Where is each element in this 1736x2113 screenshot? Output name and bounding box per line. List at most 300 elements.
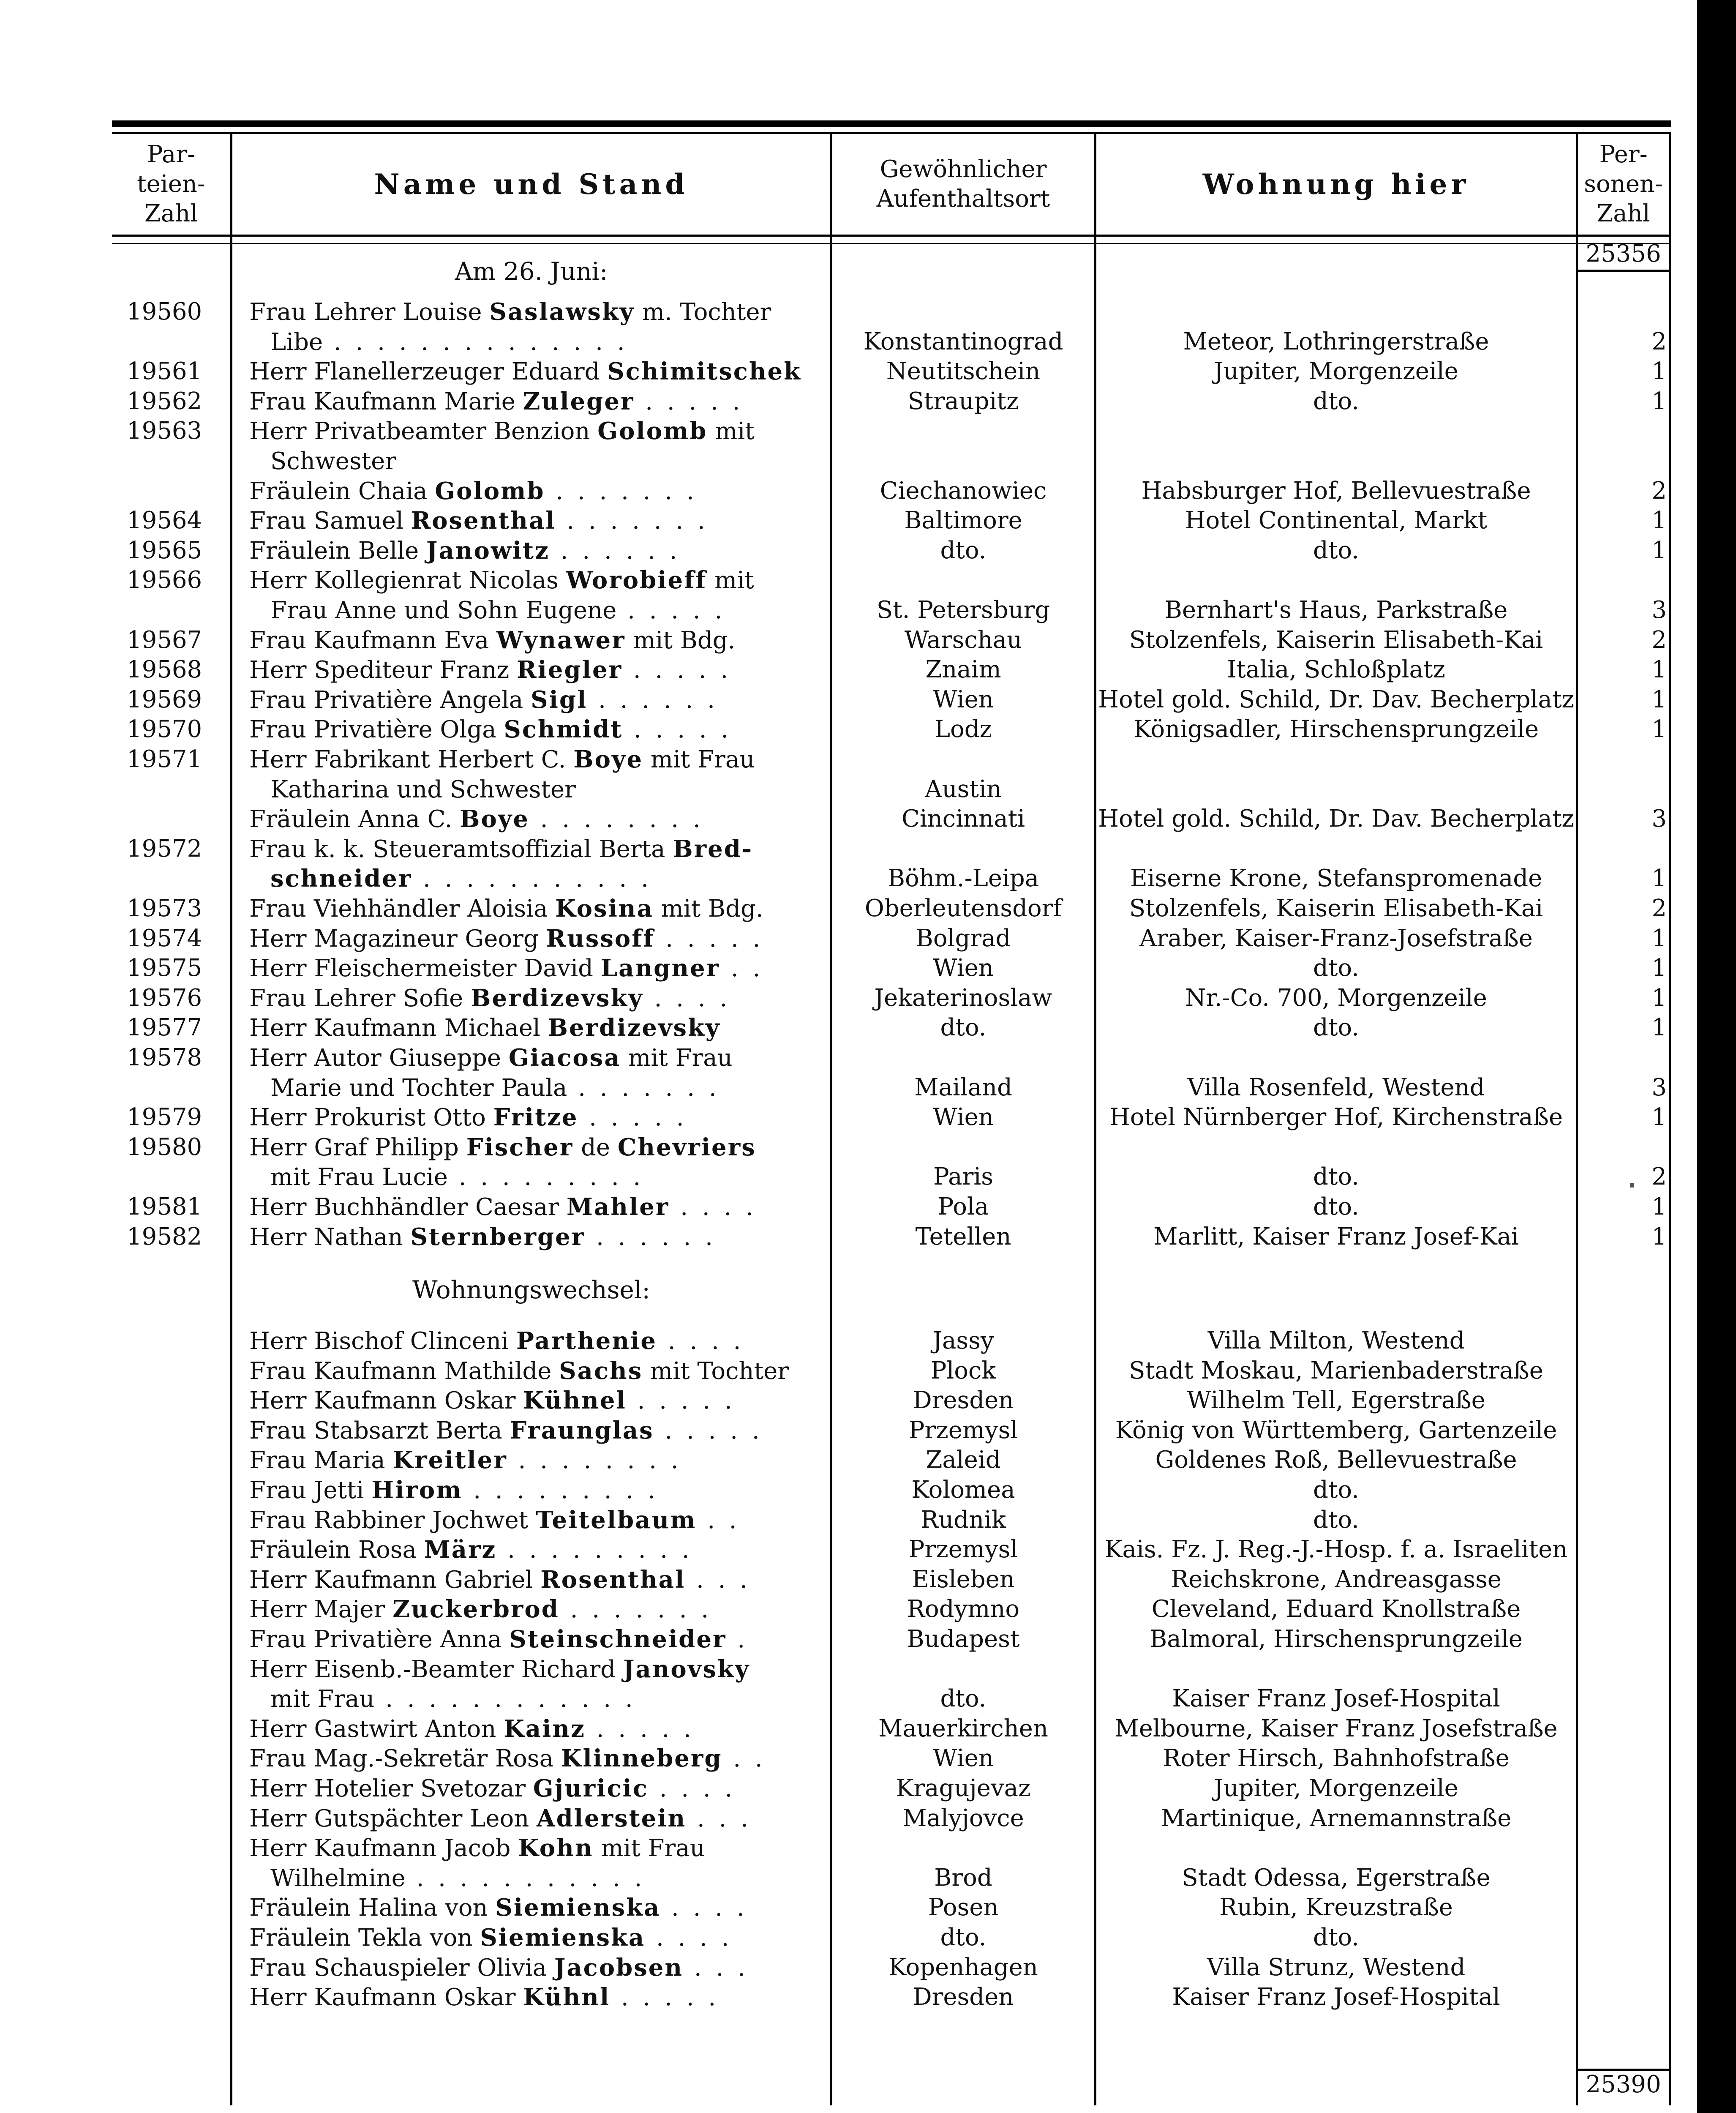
surname: Zuleger <box>523 387 635 415</box>
residence-cell: Martinique, Arnemannstraße <box>1161 1804 1512 1832</box>
party-number: 19570 <box>127 715 202 743</box>
surname: Golomb <box>435 477 545 505</box>
guest-name-cell <box>249 416 828 446</box>
name-text: Frau Jetti <box>249 1477 372 1504</box>
person-count <box>1578 1133 1669 1162</box>
name-text: Frau Anne und Sohn Eugene <box>270 597 617 624</box>
origin-cell: Posen <box>928 1894 999 1922</box>
origin-cell: dto. <box>940 536 987 564</box>
person-count <box>1578 565 1669 595</box>
surname: Gjuricic <box>533 1774 649 1802</box>
person-count: 1 <box>1652 685 1667 713</box>
residence-cell: Nr.-Co. 700, Morgenzeile <box>1185 984 1487 1012</box>
name-text-suffix: mit Tochter <box>643 1357 789 1385</box>
residence-cell: dto. <box>1313 1193 1359 1220</box>
party-number: 19562 <box>127 387 202 415</box>
name-text: Schwester <box>270 448 397 475</box>
guest-name-cell <box>249 1326 828 1356</box>
party-number: 19574 <box>127 924 202 952</box>
surname: Fritze <box>493 1103 578 1132</box>
scan-speck <box>1630 1183 1634 1188</box>
surname: Russoff <box>546 924 655 953</box>
residence-cell: dto. <box>1313 1924 1359 1951</box>
person-count <box>1578 446 1669 476</box>
person-count: 1 <box>1652 715 1667 743</box>
guest-name-cell <box>249 1833 828 1863</box>
name-text: Frau Kaufmann Mathilde <box>249 1357 559 1385</box>
residence-cell: König von Württemberg, Gartenzeile <box>1115 1416 1557 1444</box>
name-text: Herr Fleischermeister David <box>249 955 601 983</box>
surname: Langner <box>600 954 720 983</box>
surname: Golomb <box>597 417 708 445</box>
person-count: 2 <box>1652 626 1667 654</box>
guest-name-cell <box>249 387 828 416</box>
header-residence: Wohnung hier <box>1202 168 1470 201</box>
surname: Hirom <box>371 1476 463 1504</box>
person-count: 1 <box>1652 656 1667 684</box>
surname: Saslawsky <box>489 298 635 326</box>
leader-dots: . . . . . . . . . . . <box>412 865 652 893</box>
section-heading-address-change: Wohnungswechsel: <box>412 1275 650 1304</box>
leader-dots: . . . . . <box>623 716 732 744</box>
name-text: Frau Kaufmann Eva <box>249 626 497 654</box>
name-text: Fräulein Anna C. <box>249 805 460 833</box>
residence-cell <box>1096 446 1576 476</box>
name-text-suffix: m. Tochter <box>635 298 771 326</box>
residence-cell: Wilhelm Tell, Egerstraße <box>1187 1387 1485 1414</box>
residence-cell: Meteor, Lothringerstraße <box>1183 328 1489 355</box>
origin-cell: Wien <box>933 954 994 982</box>
residence-cell <box>1096 297 1576 327</box>
header-person-count: Per- sonen- Zahl <box>1584 141 1663 227</box>
origin-cell: Dresden <box>913 1387 1014 1414</box>
guest-name-cell <box>249 745 828 774</box>
residence-cell: Goldenes Roß, Bellevuestraße <box>1155 1446 1517 1474</box>
name-text: Fräulein Rosa <box>249 1536 424 1564</box>
residence-cell: dto. <box>1313 1163 1359 1191</box>
surname: Zuckerbrod <box>392 1595 559 1624</box>
guest-name-cell <box>249 1982 828 2012</box>
party-number: 19565 <box>127 536 202 564</box>
residence-cell <box>1096 834 1576 864</box>
guest-name-cell <box>249 1475 828 1505</box>
surname: Steinschneider <box>509 1625 727 1653</box>
guest-name-cell <box>249 685 828 715</box>
origin-cell: Plock <box>930 1357 996 1384</box>
residence-cell: Kaiser Franz Josef-Hospital <box>1172 1983 1500 2011</box>
name-text: Herr Kaufmann Oskar <box>249 1984 523 2012</box>
residence-cell: Roter Hirsch, Bahnhofstraße <box>1163 1744 1510 1772</box>
leader-dots: . . . . . . . <box>559 1596 712 1624</box>
guest-name-cell <box>249 1594 828 1624</box>
name-text: Herr Kaufmann Michael <box>249 1014 548 1042</box>
origin-cell: Warschau <box>904 626 1022 654</box>
person-count: 1 <box>1652 1103 1667 1131</box>
person-count: 1 <box>1652 536 1667 564</box>
person-count: 1 <box>1652 1223 1667 1250</box>
origin-cell <box>832 1654 1094 1684</box>
origin-cell: Brod <box>934 1864 992 1892</box>
name-text: Herr Buchhändler Caesar <box>249 1193 567 1221</box>
date-heading: Am 26. Juni: <box>455 257 608 286</box>
leader-dots: . . <box>720 955 764 983</box>
party-number <box>127 476 228 506</box>
origin-cell: Cincinnati <box>901 805 1025 833</box>
origin-cell <box>832 745 1094 774</box>
guest-name-cell <box>249 894 828 923</box>
origin-cell: St. Petersburg <box>876 596 1050 624</box>
leader-dots: . . . . <box>645 1924 733 1952</box>
guest-name-cell <box>249 536 828 565</box>
guest-name-cell <box>270 1073 828 1103</box>
person-count: 2 <box>1652 895 1667 922</box>
person-count <box>1578 1043 1669 1073</box>
name-text: Frau Mag.-Sekretär Rosa <box>249 1745 561 1773</box>
surname: Schmidt <box>504 715 623 744</box>
residence-cell: Stolzenfels, Kaiserin Elisabeth-Kai <box>1129 895 1543 922</box>
residence-cell: Hotel Nürnberger Hof, Kirchenstraße <box>1109 1103 1563 1131</box>
leader-dots: . . . . . <box>634 388 744 415</box>
residence-cell: Habsburger Hof, Bellevuestraße <box>1141 477 1531 505</box>
party-number: 19576 <box>127 984 202 1012</box>
person-count: 1 <box>1652 924 1667 952</box>
origin-cell: Ciechanowiec <box>880 477 1047 505</box>
guest-name-cell <box>249 804 828 834</box>
guest-name-cell <box>249 1505 828 1535</box>
name-text: Frau Privatière Olga <box>249 716 504 744</box>
person-count: 2 <box>1652 1163 1667 1191</box>
person-count: 3 <box>1652 805 1667 833</box>
party-number: 19581 <box>127 1193 202 1220</box>
leader-dots: . . . <box>683 1954 749 1982</box>
leader-dots: . . . . <box>643 984 731 1012</box>
name-text: Frau Samuel <box>249 507 411 535</box>
name-text: Herr Kaufmann Jacob <box>249 1835 518 1862</box>
guest-name-cell <box>249 1103 828 1132</box>
name-text: Katharina und Schwester <box>270 775 576 803</box>
leader-dots: . <box>726 1626 749 1653</box>
residence-cell <box>1096 745 1576 774</box>
surname: März <box>424 1536 497 1564</box>
surname: Bred- <box>673 835 753 863</box>
party-number: 19579 <box>127 1103 202 1131</box>
residence-cell: Marlitt, Kaiser Franz Josef-Kai <box>1153 1223 1519 1250</box>
person-count <box>1578 834 1669 864</box>
guest-name-cell <box>249 1804 828 1833</box>
name-text: Herr Majer <box>249 1596 393 1624</box>
surname: Adlerstein <box>537 1804 687 1832</box>
name-text: Herr Eisenb.-Beamter Richard <box>249 1655 623 1683</box>
surname: Siemienska <box>480 1924 646 1952</box>
party-number <box>127 446 228 476</box>
surname: Sigl <box>531 685 588 714</box>
guest-name-cell <box>270 1162 828 1192</box>
party-number: 19578 <box>127 1044 202 1071</box>
person-count: 3 <box>1652 596 1667 624</box>
origin-cell: Budapest <box>907 1625 1020 1653</box>
surname: Fischer <box>466 1133 574 1161</box>
residence-cell: Melbourne, Kaiser Franz Josefstraße <box>1115 1714 1558 1742</box>
leader-dots: . . . . . . . . <box>529 805 704 833</box>
name-text: Herr Kaufmann Gabriel <box>249 1566 541 1594</box>
origin-cell: Kopenhagen <box>888 1953 1038 1981</box>
person-count <box>1578 775 1669 804</box>
residence-cell: Hotel gold. Schild, Dr. Dav. Becherplatz <box>1098 685 1574 713</box>
person-count <box>1578 745 1669 774</box>
name-text-suffix: mit <box>707 418 755 445</box>
running-total: 25390 <box>1576 2069 1671 2100</box>
guest-name-cell <box>249 1774 828 1803</box>
origin-cell: Bolgrad <box>916 924 1011 952</box>
origin-cell: Oberleutensdorf <box>864 895 1062 922</box>
name-text: Herr Fabrikant Herbert C. <box>249 746 574 773</box>
name-text: Herr Magazineur Georg <box>249 925 546 953</box>
surname: Chevriers <box>617 1133 756 1161</box>
surname: Worobieff <box>566 566 707 595</box>
surname: Kainz <box>504 1714 586 1743</box>
residence-cell: Balmoral, Hirschensprungzeile <box>1150 1625 1523 1653</box>
party-number: 19580 <box>127 1133 202 1161</box>
origin-cell <box>832 565 1094 595</box>
guest-name-cell <box>249 1416 828 1445</box>
guest-name-cell <box>270 1863 828 1893</box>
leader-dots: . . . . <box>669 1193 757 1221</box>
guest-name-cell <box>249 1013 828 1043</box>
surname: Kreitler <box>392 1446 507 1474</box>
surname: Fraunglas <box>510 1416 654 1444</box>
name-text: Marie und Tochter Paula <box>270 1074 567 1102</box>
surname: Janovsky <box>623 1655 750 1683</box>
leader-dots: . . . . <box>648 1775 736 1802</box>
column-divider <box>1669 134 1671 2105</box>
residence-cell: Villa Strunz, Westend <box>1207 1953 1466 1981</box>
surname: Kohn <box>518 1834 594 1862</box>
guest-name-cell <box>249 953 828 983</box>
name-text: mit Frau <box>270 1685 375 1713</box>
name-text: Herr Spediteur Franz <box>249 656 517 684</box>
origin-cell: Malyjovce <box>902 1804 1024 1832</box>
origin-cell: Przemysl <box>908 1416 1018 1444</box>
person-count: 3 <box>1652 1073 1667 1101</box>
party-number: 19577 <box>127 1014 202 1042</box>
name-text-suffix: mit Bdg. <box>653 895 763 923</box>
origin-cell: Tetellen <box>915 1223 1011 1250</box>
residence-cell: Jupiter, Morgenzeile <box>1214 358 1458 385</box>
origin-cell <box>832 1043 1094 1073</box>
person-count: 1 <box>1652 358 1667 385</box>
surname: Teitelbaum <box>536 1506 697 1534</box>
leader-dots: . . . . . . . . . <box>462 1477 659 1504</box>
name-text: Frau Maria <box>249 1447 393 1474</box>
leader-dots: . . . . . . . . <box>507 1447 682 1474</box>
residence-cell: Kaiser Franz Josef-Hospital <box>1172 1685 1500 1713</box>
leader-dots: . . . . . . <box>587 686 718 714</box>
person-count: 1 <box>1652 507 1667 535</box>
residence-cell: Stolzenfels, Kaiserin Elisabeth-Kai <box>1129 626 1543 654</box>
leader-dots: . . . . . . . . . . . . . . <box>323 328 628 356</box>
residence-cell: Stadt Moskau, Marienbaderstraße <box>1129 1357 1543 1384</box>
guest-name-cell <box>249 655 828 685</box>
name-text: Herr Autor Giuseppe <box>249 1044 509 1072</box>
guest-name-cell <box>249 1356 828 1386</box>
person-count: 1 <box>1652 865 1667 893</box>
residence-cell: Königsadler, Hirschensprungzeile <box>1134 715 1539 743</box>
residence-cell: Italia, Schloßplatz <box>1227 656 1445 684</box>
guest-name-cell <box>249 1744 828 1773</box>
leader-dots: . . . . . . . <box>545 477 698 505</box>
origin-cell: Paris <box>933 1163 993 1191</box>
residence-cell: dto. <box>1313 387 1359 415</box>
person-count: 1 <box>1652 984 1667 1012</box>
origin-cell: Rodymno <box>907 1595 1020 1623</box>
name-text: Herr Bischof Clinceni <box>249 1327 516 1355</box>
party-number: 19564 <box>127 507 202 535</box>
name-text: Frau Rabbiner Jochwet <box>249 1506 536 1534</box>
party-number: 19575 <box>127 954 202 982</box>
origin-cell: Straupitz <box>908 387 1019 415</box>
header-party-count: Par- teien- Zahl <box>137 141 205 227</box>
origin-cell: Kragujevaz <box>896 1774 1031 1802</box>
origin-cell: Dresden <box>913 1983 1014 2011</box>
header-origin: Gewöhnlicher Aufenthaltsort <box>876 156 1050 213</box>
party-number <box>127 864 228 893</box>
surname: Kosina <box>555 895 654 923</box>
residence-cell: Eiserne Krone, Stefanspromenade <box>1130 865 1543 893</box>
residence-cell: Reichskrone, Andreasgasse <box>1171 1565 1502 1593</box>
origin-cell: Mauerkirchen <box>878 1714 1048 1742</box>
surname: Rosenthal <box>411 507 556 535</box>
surname: Siemienska <box>495 1894 661 1922</box>
person-count: 1 <box>1652 1193 1667 1220</box>
leader-dots: . . . . . <box>578 1104 687 1132</box>
origin-cell: Wien <box>933 685 994 713</box>
surname: Schimitschek <box>607 358 801 386</box>
residence-cell: dto. <box>1313 954 1359 982</box>
leader-dots: . . . . . <box>654 925 764 953</box>
leader-dots: . . . . . <box>610 1984 719 2012</box>
residence-cell <box>1096 416 1576 446</box>
name-text-suffix: de <box>573 1133 618 1161</box>
name-text: Herr Gutspächter Leon <box>249 1805 537 1832</box>
party-number: 19567 <box>127 626 202 654</box>
origin-cell: Austin <box>925 775 1002 803</box>
leader-dots: . . . <box>686 1805 752 1832</box>
name-text: mit Frau Lucie <box>270 1163 448 1191</box>
origin-cell <box>832 416 1094 446</box>
name-text: Frau Stabsarzt Berta <box>249 1417 510 1444</box>
residence-cell: Araber, Kaiser-Franz-Josefstraße <box>1139 924 1533 952</box>
origin-cell: Jassy <box>932 1327 994 1354</box>
guest-name-cell <box>249 357 828 386</box>
surname: schneider <box>270 865 412 893</box>
guest-name-cell <box>249 1535 828 1564</box>
leader-dots: . . <box>722 1745 766 1773</box>
surname: Kühnl <box>523 1983 610 2012</box>
surname: Boye <box>460 805 529 833</box>
name-text: Herr Kaufmann Oskar <box>249 1387 523 1415</box>
origin-cell <box>832 1833 1094 1863</box>
leader-dots: . . . . . . . . . <box>447 1163 644 1191</box>
person-count <box>1578 416 1669 446</box>
party-number: 19563 <box>127 417 202 445</box>
name-text: Herr Prokurist Otto <box>249 1104 493 1132</box>
name-text: Herr Graf Philipp <box>249 1133 466 1161</box>
name-text: Fräulein Belle <box>249 537 426 565</box>
origin-cell: Wien <box>933 1103 994 1131</box>
guest-name-cell <box>249 297 828 327</box>
header-rule <box>112 235 1671 237</box>
residence-cell: Stadt Odessa, Egerstraße <box>1182 1864 1491 1892</box>
guest-name-cell <box>249 1386 828 1415</box>
name-text: Herr Gastwirt Anton <box>249 1715 504 1743</box>
guest-name-cell <box>249 1222 828 1252</box>
guest-name-cell <box>249 1043 828 1073</box>
name-text: Frau Lehrer Sofie <box>249 984 471 1012</box>
residence-cell: Villa Milton, Westend <box>1207 1327 1465 1354</box>
name-text: Fräulein Halina von <box>249 1894 496 1922</box>
person-count: 1 <box>1652 1014 1667 1042</box>
guest-name-cell <box>249 476 828 506</box>
guest-name-cell <box>249 834 828 864</box>
name-text: Libe <box>270 328 323 356</box>
surname: Parthenie <box>516 1327 657 1355</box>
party-number: 19573 <box>127 895 202 922</box>
residence-cell: Bernhart's Haus, Parkstraße <box>1164 596 1508 624</box>
scan-edge-right <box>1697 0 1736 2113</box>
name-text-suffix: mit Frau <box>621 1044 733 1072</box>
surname: Janowitz <box>426 536 550 565</box>
origin-cell: Konstantinograd <box>863 328 1063 355</box>
guest-name-cell <box>249 1893 828 1922</box>
guest-name-cell <box>249 1445 828 1475</box>
party-number: 19572 <box>127 835 202 863</box>
guest-name-cell <box>249 983 828 1013</box>
residence-cell: Jupiter, Morgenzeile <box>1214 1774 1458 1802</box>
residence-cell: dto. <box>1313 1014 1359 1042</box>
origin-cell: Zaleid <box>926 1446 1001 1474</box>
leader-dots: . . . . . <box>616 597 726 624</box>
guest-name-cell <box>249 924 828 953</box>
residence-cell <box>1096 775 1576 804</box>
leader-dots: . . . . . . <box>549 537 681 565</box>
person-count: 1 <box>1652 387 1667 415</box>
guest-name-cell <box>249 715 828 744</box>
party-number: 19566 <box>127 566 202 594</box>
residence-cell: dto. <box>1313 1506 1359 1534</box>
surname: Boye <box>573 745 643 773</box>
origin-cell: Eisleben <box>912 1565 1015 1593</box>
leader-dots: . . . . . <box>622 656 732 684</box>
person-count: 1 <box>1652 954 1667 982</box>
name-text-suffix: mit Frau <box>643 746 755 773</box>
guest-name-cell <box>270 595 828 625</box>
origin-cell: dto. <box>940 1014 987 1042</box>
origin-cell: Znaim <box>925 656 1001 684</box>
surname: Riegler <box>517 656 623 684</box>
party-number: 19568 <box>127 656 202 684</box>
party-number <box>127 804 228 834</box>
person-count: 2 <box>1652 328 1667 355</box>
origin-cell: Przemysl <box>908 1536 1018 1564</box>
residence-cell: Hotel gold. Schild, Dr. Dav. Becherplatz <box>1098 805 1574 833</box>
surname: Wynawer <box>496 626 626 654</box>
leader-dots: . . . . . <box>626 1387 736 1415</box>
guest-name-cell <box>270 327 828 357</box>
origin-cell: dto. <box>940 1924 987 1951</box>
guest-name-cell <box>249 1192 828 1222</box>
party-number <box>127 1162 228 1192</box>
origin-cell: Wien <box>933 1744 994 1772</box>
